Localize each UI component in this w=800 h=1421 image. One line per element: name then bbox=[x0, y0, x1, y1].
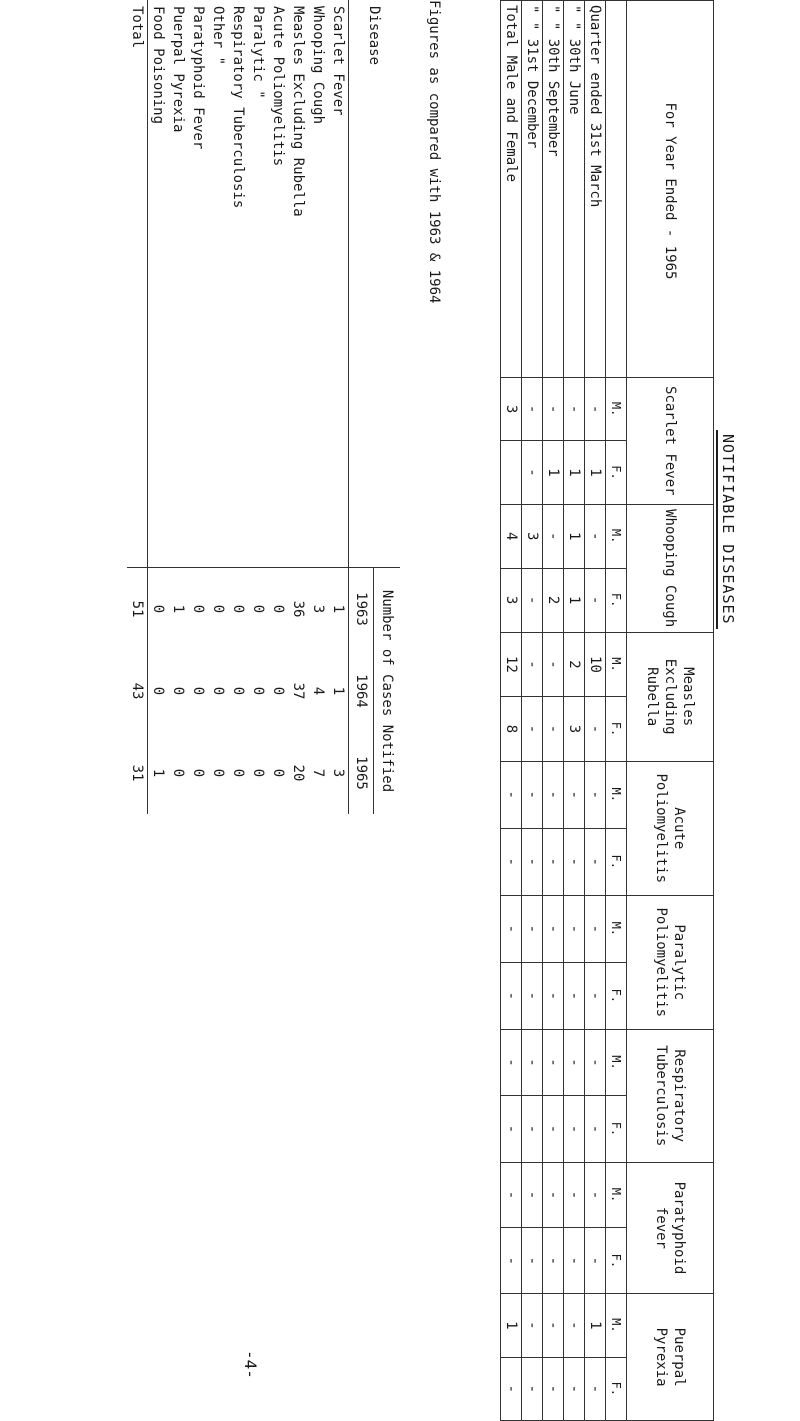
case-count-cell: - bbox=[501, 761, 522, 828]
quarter-row bbox=[522, 1, 543, 1421]
case-count-cell: - bbox=[543, 962, 564, 1029]
case-count-cell: 1 bbox=[585, 1294, 606, 1357]
cases-count-1963: 3 bbox=[310, 604, 326, 614]
case-count-cell: - bbox=[564, 377, 585, 440]
case-count-cell: - bbox=[585, 1029, 606, 1095]
disease-header-4: Paralytic Poliomyelitis bbox=[627, 895, 714, 1029]
case-count-cell: - bbox=[543, 1096, 564, 1162]
cases-count-1964: 0 bbox=[270, 686, 286, 696]
year-header-1965: 1965 bbox=[349, 732, 374, 814]
case-count-cell: - bbox=[585, 828, 606, 895]
female-header: F. bbox=[606, 1096, 627, 1162]
female-header: F. bbox=[606, 1228, 627, 1294]
case-count-cell: - bbox=[585, 1162, 606, 1228]
male-header: M. bbox=[606, 1162, 627, 1228]
case-count-cell: - bbox=[501, 895, 522, 962]
cases-count-1965: 7 bbox=[310, 768, 326, 778]
cases-count-1964: 1 bbox=[330, 686, 346, 696]
cases-count-1965: 20 bbox=[290, 764, 306, 782]
case-count-cell: - bbox=[501, 1162, 522, 1228]
female-header: F. bbox=[606, 697, 627, 761]
case-count-cell: - bbox=[585, 377, 606, 440]
cases-count-1963: 36 bbox=[290, 600, 306, 618]
case-count-cell: 3 bbox=[564, 697, 585, 761]
disease-name: Measles Excluding Rubella bbox=[288, 0, 308, 568]
disease-name: Puerpal Pyrexia bbox=[168, 0, 188, 568]
disease-row bbox=[168, 0, 188, 814]
cases-count-1963: 0 bbox=[190, 604, 206, 614]
case-count-cell: - bbox=[564, 1162, 585, 1228]
cases-count-1964: 0 bbox=[210, 686, 226, 696]
cases-count-1965: 0 bbox=[230, 768, 246, 778]
case-count-cell: - bbox=[543, 1029, 564, 1095]
disease-row bbox=[127, 0, 148, 814]
case-count-cell: - bbox=[501, 1357, 522, 1420]
case-count-cell: - bbox=[585, 504, 606, 568]
disease-name: Paralytic " bbox=[248, 0, 268, 568]
case-count-cell: 2 bbox=[543, 568, 564, 632]
disease-name: Other " bbox=[208, 0, 228, 568]
compare-label: Figures as compared with 1963 & 1964 bbox=[426, 0, 442, 304]
cases-count-1963: 0 bbox=[210, 604, 226, 614]
quarter-row bbox=[585, 1, 606, 1421]
case-count-cell: - bbox=[543, 504, 564, 568]
case-count-cell: - bbox=[522, 1294, 543, 1357]
year-header-1964: 1964 bbox=[349, 650, 374, 732]
disease-header-1: Whooping Cough bbox=[627, 504, 714, 632]
case-count-cell: - bbox=[543, 632, 564, 697]
disease-name: Scarlet Fever bbox=[328, 0, 349, 568]
cases-count-1964: 4 bbox=[310, 686, 326, 696]
disease-name: Acute Poliomyelitis bbox=[268, 0, 288, 568]
mf-spacer bbox=[606, 1, 627, 378]
cases-count-1965: 0 bbox=[270, 768, 286, 778]
case-count-cell: - bbox=[543, 1228, 564, 1294]
cases-count-1963: 0 bbox=[150, 604, 166, 614]
case-count-cell: 3 bbox=[522, 504, 543, 568]
cases-count-1963: 1 bbox=[330, 604, 346, 614]
case-count-cell: - bbox=[543, 697, 564, 761]
cases-count-1964: 0 bbox=[170, 686, 186, 696]
case-count-cell: - bbox=[585, 1096, 606, 1162]
case-count-cell: - bbox=[501, 1096, 522, 1162]
male-header: M. bbox=[606, 895, 627, 962]
case-count-cell: - bbox=[522, 895, 543, 962]
disease-name: Paratyphoid Fever bbox=[188, 0, 208, 568]
case-count-cell: - bbox=[543, 1162, 564, 1228]
cases-count-1965: 3 bbox=[330, 768, 346, 778]
case-count-cell: - bbox=[522, 962, 543, 1029]
cases-count-1964: 0 bbox=[150, 686, 166, 696]
cases-count-1965: 31 bbox=[127, 732, 148, 814]
cases-count-1965: 0 bbox=[250, 768, 266, 778]
quarter-row bbox=[543, 1, 564, 1421]
cases-count-1963: 0 bbox=[270, 604, 286, 614]
comparison-section bbox=[127, 0, 400, 1040]
quarter-label: " " 30th June bbox=[564, 1, 585, 378]
case-count-cell: 3 bbox=[501, 568, 522, 632]
case-count-cell: - bbox=[564, 1029, 585, 1095]
disease-column-header: Disease bbox=[349, 0, 401, 568]
cases-count-1964: 0 bbox=[250, 686, 266, 696]
case-count-cell: - bbox=[522, 697, 543, 761]
male-header: M. bbox=[606, 1029, 627, 1095]
case-count-cell: - bbox=[501, 1029, 522, 1095]
case-count-cell: - bbox=[522, 568, 543, 632]
case-count-cell: - bbox=[564, 1096, 585, 1162]
disease-row bbox=[268, 0, 288, 814]
disease-row bbox=[208, 0, 228, 814]
quarter-label: " " 30th September bbox=[543, 1, 564, 378]
case-count-cell: - bbox=[501, 1228, 522, 1294]
case-count-cell: 8 bbox=[501, 697, 522, 761]
cases-count-1965: 1 bbox=[150, 768, 166, 778]
case-count-cell bbox=[501, 441, 522, 504]
cases-count-1964: 0 bbox=[190, 686, 206, 696]
case-count-cell: 1 bbox=[543, 441, 564, 504]
case-count-cell: - bbox=[564, 1294, 585, 1357]
year-header-1963: 1963 bbox=[349, 568, 374, 651]
case-count-cell: - bbox=[522, 1029, 543, 1095]
case-count-cell: - bbox=[585, 895, 606, 962]
case-count-cell: 3 bbox=[501, 377, 522, 440]
case-count-cell: 1 bbox=[564, 568, 585, 632]
case-count-cell: - bbox=[585, 568, 606, 632]
male-header: M. bbox=[606, 377, 627, 440]
case-count-cell: - bbox=[522, 1228, 543, 1294]
cases-count-1963: 0 bbox=[230, 604, 246, 614]
disease-header-5: Respiratory Tuberculosis bbox=[627, 1029, 714, 1162]
case-count-cell: - bbox=[564, 962, 585, 1029]
disease-row bbox=[288, 0, 308, 814]
disease-header-6: Paratyphoid fever bbox=[627, 1162, 714, 1294]
comparison-table bbox=[127, 0, 400, 814]
disease-row bbox=[308, 0, 328, 814]
case-count-cell: 1 bbox=[585, 441, 606, 504]
case-count-cell: - bbox=[543, 1357, 564, 1420]
disease-row bbox=[188, 0, 208, 814]
case-count-cell: - bbox=[522, 377, 543, 440]
cases-count-1964: 37 bbox=[290, 682, 306, 700]
cases-count-1964: 43 bbox=[127, 650, 148, 732]
case-count-cell: - bbox=[522, 441, 543, 504]
case-count-cell: 1 bbox=[564, 441, 585, 504]
male-header: M. bbox=[606, 1294, 627, 1357]
quarter-row bbox=[564, 1, 585, 1421]
case-count-cell: 4 bbox=[501, 504, 522, 568]
case-count-cell: 1 bbox=[501, 1294, 522, 1357]
case-count-cell: - bbox=[564, 761, 585, 828]
female-header: F. bbox=[606, 962, 627, 1029]
disease-name: Respiratory Tuberculosis bbox=[228, 0, 248, 568]
disease-header-2: Measles Excluding Rubella bbox=[627, 632, 714, 761]
cases-count-1963: 1 bbox=[170, 604, 186, 614]
female-header: F. bbox=[606, 1357, 627, 1420]
cases-count-1965: 0 bbox=[190, 768, 206, 778]
case-count-cell: - bbox=[585, 1357, 606, 1420]
disease-header-7: Puerpal Pyrexia bbox=[627, 1294, 714, 1421]
disease-row bbox=[328, 0, 349, 814]
case-count-cell: - bbox=[501, 962, 522, 1029]
page-number: -4- bbox=[241, 1350, 260, 1379]
case-count-cell: - bbox=[564, 828, 585, 895]
case-count-cell: - bbox=[501, 828, 522, 895]
disease-name: Whooping Cough bbox=[308, 0, 328, 568]
quarter-row bbox=[501, 1, 522, 1421]
case-count-cell: 2 bbox=[564, 632, 585, 697]
case-count-cell: - bbox=[585, 761, 606, 828]
cases-count-1963: 51 bbox=[127, 568, 148, 651]
disease-header-3: Acute Poliomyelitis bbox=[627, 761, 714, 895]
case-count-cell: - bbox=[522, 1357, 543, 1420]
quarter-header: For Year Ended - 1965 bbox=[627, 1, 714, 378]
disease-header-0: Scarlet Fever bbox=[627, 377, 714, 504]
disease-name: Food Poisoning bbox=[148, 0, 169, 568]
case-count-cell: - bbox=[585, 962, 606, 1029]
case-count-cell: - bbox=[564, 1228, 585, 1294]
female-header: F. bbox=[606, 568, 627, 632]
case-count-cell: - bbox=[543, 895, 564, 962]
cases-count-1965: 0 bbox=[210, 768, 226, 778]
disease-row bbox=[228, 0, 248, 814]
case-count-cell: - bbox=[522, 632, 543, 697]
case-count-cell: - bbox=[543, 1294, 564, 1357]
quarter-label: Quarter ended 31st March bbox=[585, 1, 606, 378]
case-count-cell: - bbox=[585, 697, 606, 761]
case-count-cell: - bbox=[522, 761, 543, 828]
quarter-label: Total Male and Female bbox=[501, 1, 522, 378]
case-count-cell: - bbox=[522, 828, 543, 895]
female-header: F. bbox=[606, 441, 627, 504]
male-header: M. bbox=[606, 761, 627, 828]
case-count-cell: - bbox=[543, 761, 564, 828]
case-count-cell: 1 bbox=[564, 504, 585, 568]
cases-group-header: Number of Cases Notified bbox=[374, 568, 401, 815]
case-count-cell: 12 bbox=[501, 632, 522, 697]
male-header: M. bbox=[606, 504, 627, 568]
male-header: M. bbox=[606, 632, 627, 697]
case-count-cell: - bbox=[564, 1357, 585, 1420]
case-count-cell: - bbox=[543, 828, 564, 895]
case-count-cell: - bbox=[522, 1162, 543, 1228]
disease-row bbox=[148, 0, 169, 814]
case-count-cell: - bbox=[585, 1228, 606, 1294]
disease-name: Total bbox=[127, 0, 148, 568]
quarterly-table bbox=[500, 0, 714, 1421]
quarter-label: " " 31st December bbox=[522, 1, 543, 378]
page-title: NOTIFIABLE DISEASES bbox=[716, 430, 738, 629]
case-count-cell: 10 bbox=[585, 632, 606, 697]
cases-count-1963: 0 bbox=[250, 604, 266, 614]
cases-count-1964: 0 bbox=[230, 686, 246, 696]
case-count-cell: - bbox=[564, 895, 585, 962]
female-header: F. bbox=[606, 828, 627, 895]
case-count-cell: - bbox=[543, 377, 564, 440]
disease-row bbox=[248, 0, 268, 814]
cases-count-1965: 0 bbox=[170, 768, 186, 778]
case-count-cell: - bbox=[522, 1096, 543, 1162]
